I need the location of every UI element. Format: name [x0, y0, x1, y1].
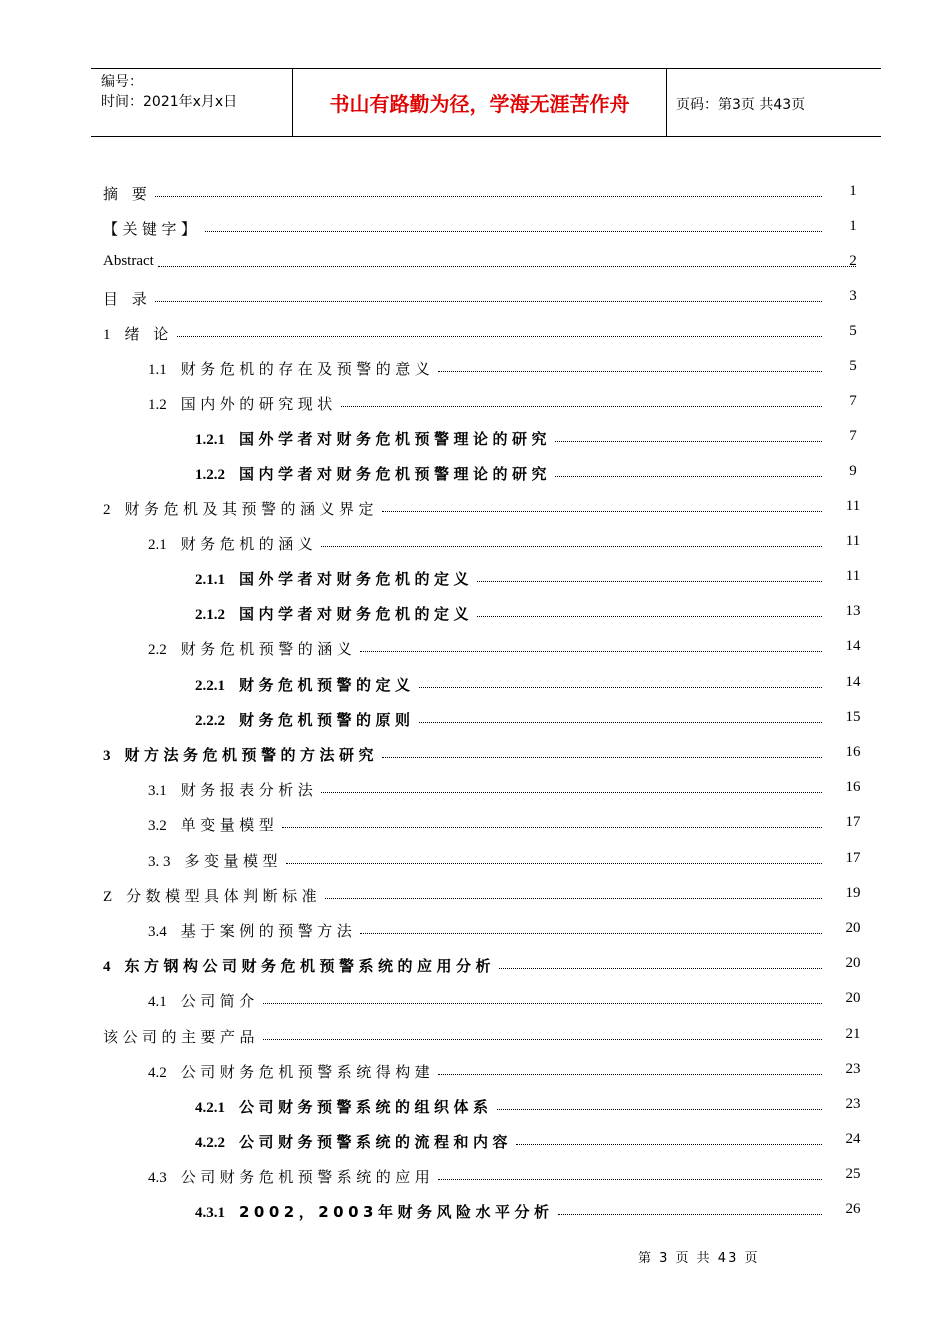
toc-entry-page: 20	[845, 990, 861, 1006]
toc-entry[interactable]	[0, 218, 950, 240]
toc-entry-label	[103, 183, 151, 204]
toc-entry-number: 3.2	[148, 818, 167, 834]
toc-entry-number: Z	[103, 889, 113, 905]
toc-leader-dots	[555, 441, 822, 442]
toc-entry-title: 单变量模型	[180, 816, 279, 834]
toc-entry-page: 7	[849, 393, 857, 409]
motto: 书山有路勤为径，学海无涯苦作舟	[329, 92, 630, 116]
toc-entry-number: 2.1.2	[195, 607, 225, 623]
toc-entry-number: 3.4	[148, 924, 167, 940]
toc-entry[interactable]	[0, 533, 950, 555]
header-table	[91, 68, 881, 137]
toc-entry-number: 4.2	[148, 1065, 167, 1081]
toc-entry-page: 20	[845, 920, 861, 936]
header-meta-cell	[91, 69, 293, 136]
toc-entry-page: 16	[845, 779, 861, 795]
toc-entry-label	[148, 393, 337, 414]
page-info: 页码：第3页 共43页	[676, 97, 806, 113]
toc-entry-title: 财方法务危机预警的方法研究	[124, 746, 379, 764]
toc-entry[interactable]	[0, 814, 950, 836]
toc-entry-number: 3	[103, 748, 111, 764]
toc-entry-label	[195, 709, 415, 730]
toc-entry-page: 1	[849, 218, 857, 234]
toc-entry[interactable]	[0, 779, 950, 801]
toc-entry-title: 该公司的主要产品	[103, 1028, 260, 1046]
toc-entry-title: 公司财务预警系统的流程和内容	[239, 1133, 513, 1151]
toc-leader-dots	[360, 933, 822, 934]
toc-entry-number: 2.2	[148, 642, 167, 658]
toc-entry[interactable]	[0, 603, 950, 625]
toc-entry-title: 国外学者对财务危机预警理论的研究	[239, 430, 552, 448]
toc-entry-label	[148, 533, 317, 554]
toc-entry-title: 公司财务危机预警系统的应用	[180, 1168, 435, 1186]
toc-entry[interactable]	[0, 323, 950, 345]
toc-entry-title: 国外学者对财务危机的定义	[239, 570, 474, 588]
toc-entry-label	[148, 1166, 434, 1187]
toc-entry[interactable]	[0, 568, 950, 590]
toc-entry-page: 26	[845, 1201, 861, 1217]
toc-entry-label	[148, 358, 434, 379]
toc-entry-page: 16	[845, 744, 861, 760]
toc-entry-number: 1	[103, 327, 111, 343]
toc-leader-dots	[419, 687, 822, 688]
toc-leader-dots	[382, 511, 822, 512]
toc-leader-dots	[438, 371, 822, 372]
toc-entry-number: 1.2	[148, 397, 167, 413]
motto-cell	[293, 69, 667, 136]
toc-entry[interactable]	[0, 288, 950, 310]
toc-entry-page: 7	[849, 428, 857, 444]
toc-leader-dots	[263, 1003, 822, 1004]
toc-entry-number: 1.1	[148, 362, 167, 378]
toc-entry-page: 21	[845, 1026, 861, 1042]
toc-leader-dots	[177, 336, 822, 337]
toc-entry-label	[195, 428, 551, 449]
toc-entry[interactable]	[0, 674, 950, 696]
toc-entry-number: 1.2.2	[195, 467, 225, 483]
toc-entry-title: 国内外的研究现状	[180, 395, 337, 413]
toc-entry-title: 国内学者对财务危机预警理论的研究	[239, 465, 552, 483]
toc-entry-page: 14	[845, 674, 861, 690]
toc-entry-number: 4.2.1	[195, 1100, 225, 1116]
toc-leader-dots	[155, 301, 822, 302]
toc-entry-page: 14	[845, 638, 861, 654]
toc-entry-number: 2.1.1	[195, 572, 225, 588]
toc-entry-title: 公司财务预警系统的组织体系	[239, 1098, 493, 1116]
toc-entry-label	[103, 885, 321, 906]
toc-entry-number: 2	[103, 502, 111, 518]
toc-entry-label	[148, 779, 317, 800]
toc-entry[interactable]	[0, 393, 950, 415]
toc-entry-page: 25	[845, 1166, 861, 1182]
toc-entry-label	[148, 1061, 434, 1082]
toc-entry-title: 公司简介	[180, 992, 259, 1010]
toc-entry-page: 11	[845, 568, 861, 584]
toc-leader-dots	[155, 196, 822, 197]
toc-entry-page: 11	[845, 498, 861, 514]
toc-entry-title: 财务危机及其预警的涵义界定	[124, 500, 379, 518]
toc-leader-dots	[205, 231, 822, 232]
page-info-cell	[667, 69, 881, 136]
toc-entry-title: 财务报表分析法	[180, 781, 318, 799]
toc-leader-dots	[477, 616, 822, 617]
toc-entry-label	[195, 568, 473, 589]
toc-entry-label	[103, 288, 151, 309]
toc-entry-label	[195, 1201, 554, 1222]
toc-entry[interactable]	[0, 850, 950, 872]
toc-entry-number: 2.2.2	[195, 713, 225, 729]
toc-entry[interactable]	[0, 709, 950, 731]
time-label: 时间：2021年x月x日	[101, 94, 238, 110]
toc-entry-label	[195, 463, 551, 484]
toc-entry-title: 多变量模型	[184, 852, 283, 870]
toc-entry-title: 财务危机的存在及预警的意义	[180, 360, 435, 378]
toc-entry-label	[103, 253, 154, 270]
toc-leader-dots	[325, 898, 822, 899]
toc-entry-page: 20	[845, 955, 861, 971]
toc-entry-number: 1.2.1	[195, 432, 225, 448]
toc-leader-dots	[438, 1074, 822, 1075]
number-label: 编号：	[101, 74, 143, 90]
toc-entry-title: 国内学者对财务危机的定义	[239, 605, 474, 623]
toc-entry[interactable]	[0, 744, 950, 766]
toc-entry[interactable]	[0, 1026, 950, 1048]
toc-entry-page: 5	[849, 323, 857, 339]
toc-entry-page: 23	[845, 1096, 861, 1112]
toc-entry-label	[148, 990, 259, 1011]
toc-leader-dots	[286, 863, 822, 864]
toc-leader-dots	[321, 546, 822, 547]
toc-entry-title: 分数模型具体判断标准	[126, 887, 322, 905]
toc-leader-dots	[438, 1179, 822, 1180]
toc-entry-label	[195, 1131, 512, 1152]
toc-entry-title: 基于案例的预警方法	[180, 922, 357, 940]
page-footer: 第 3 页 共 43 页	[638, 1251, 760, 1266]
toc-entry-label	[148, 638, 356, 659]
toc-entry-label	[148, 920, 356, 941]
toc-entry-label	[148, 850, 282, 871]
toc-entry-page: 9	[849, 463, 857, 479]
toc-entry-title: 财务危机预警的定义	[239, 676, 415, 694]
toc-leader-dots	[477, 581, 822, 582]
toc-entry-label	[195, 603, 473, 624]
toc-entry-page: 15	[845, 709, 861, 725]
toc-entry-number: 4.2.2	[195, 1135, 225, 1151]
toc-entry[interactable]	[0, 920, 950, 942]
toc-entry-number: 3.1	[148, 783, 167, 799]
toc-entry-title: 绪 论	[124, 325, 173, 343]
toc-entry-label	[103, 323, 173, 344]
toc-leader-dots	[158, 266, 856, 267]
toc-entry-page: 2	[849, 253, 857, 269]
toc-leader-dots	[382, 757, 822, 758]
toc-entry[interactable]	[0, 1096, 950, 1118]
toc-entry-page: 23	[845, 1061, 861, 1077]
toc-entry-number: 4.3	[148, 1170, 167, 1186]
toc-leader-dots	[360, 651, 822, 652]
toc-entry-number: 4.3.1	[195, 1205, 225, 1221]
toc-leader-dots	[282, 827, 822, 828]
toc-entry-title: 公司财务危机预警系统得构建	[180, 1063, 435, 1081]
toc-entry-title: 目 录	[103, 290, 152, 308]
toc-entry[interactable]	[0, 1061, 950, 1083]
toc-leader-dots	[341, 406, 822, 407]
toc-entry[interactable]	[0, 428, 950, 450]
toc-entry-number: 3. 3	[148, 854, 171, 870]
toc-entry[interactable]	[0, 638, 950, 660]
toc-entry-label	[103, 1026, 259, 1047]
toc-entry-number: 4.1	[148, 994, 167, 1010]
toc-leader-dots	[263, 1039, 822, 1040]
toc-entry-label	[103, 218, 201, 239]
toc-entry[interactable]	[0, 990, 950, 1012]
toc-entry-title: 【关键字】	[103, 220, 201, 238]
toc-entry[interactable]	[0, 1131, 950, 1153]
toc-entry-page: 17	[845, 814, 861, 830]
toc-entry[interactable]	[0, 463, 950, 485]
toc-entry-page: 1	[849, 183, 857, 199]
toc-entry-title: 2002，2003年财务风险水平分析	[239, 1203, 554, 1221]
toc-entry-label	[195, 674, 415, 695]
toc-entry-label	[195, 1096, 493, 1117]
toc-entry[interactable]	[0, 955, 950, 977]
toc-leader-dots	[555, 476, 822, 477]
toc-entry-number: 2.2.1	[195, 678, 225, 694]
toc-entry-label	[103, 498, 378, 519]
toc-entry-label	[103, 955, 495, 976]
toc-entry-title: 东方钢构公司财务危机预警系统的应用分析	[124, 957, 496, 975]
toc-entry-title: 摘 要	[103, 185, 152, 203]
toc-entry[interactable]	[0, 498, 950, 520]
toc-entry-page: 19	[845, 885, 861, 901]
toc-entry[interactable]	[0, 1166, 950, 1188]
toc-entry-page: 3	[849, 288, 857, 304]
toc-entry-page: 5	[849, 358, 857, 374]
toc-entry-number: 2.1	[148, 537, 167, 553]
toc-entry-page: 17	[845, 850, 861, 866]
toc-entry-page: 13	[845, 603, 861, 619]
toc-entry-title: 财务危机预警的原则	[239, 711, 415, 729]
toc-entry-page: 24	[845, 1131, 861, 1147]
toc-entry-label	[148, 814, 278, 835]
toc-leader-dots	[419, 722, 822, 723]
toc-entry-title: 财务危机预警的涵义	[180, 640, 357, 658]
toc-entry-title: 财务危机的涵义	[180, 535, 318, 553]
toc-entry-label	[103, 744, 378, 765]
toc-entry[interactable]	[0, 1201, 950, 1223]
toc-entry-title: Abstract	[103, 253, 154, 269]
toc-leader-dots	[321, 792, 822, 793]
toc-entry[interactable]	[0, 358, 950, 380]
toc-leader-dots	[499, 968, 822, 969]
toc-entry-page: 11	[845, 533, 861, 549]
toc-entry[interactable]	[0, 253, 950, 275]
toc-leader-dots	[497, 1109, 822, 1110]
toc-leader-dots	[516, 1144, 822, 1145]
toc-entry[interactable]	[0, 885, 950, 907]
toc-entry-number: 4	[103, 959, 111, 975]
toc-leader-dots	[558, 1214, 823, 1215]
toc-entry[interactable]	[0, 183, 950, 205]
